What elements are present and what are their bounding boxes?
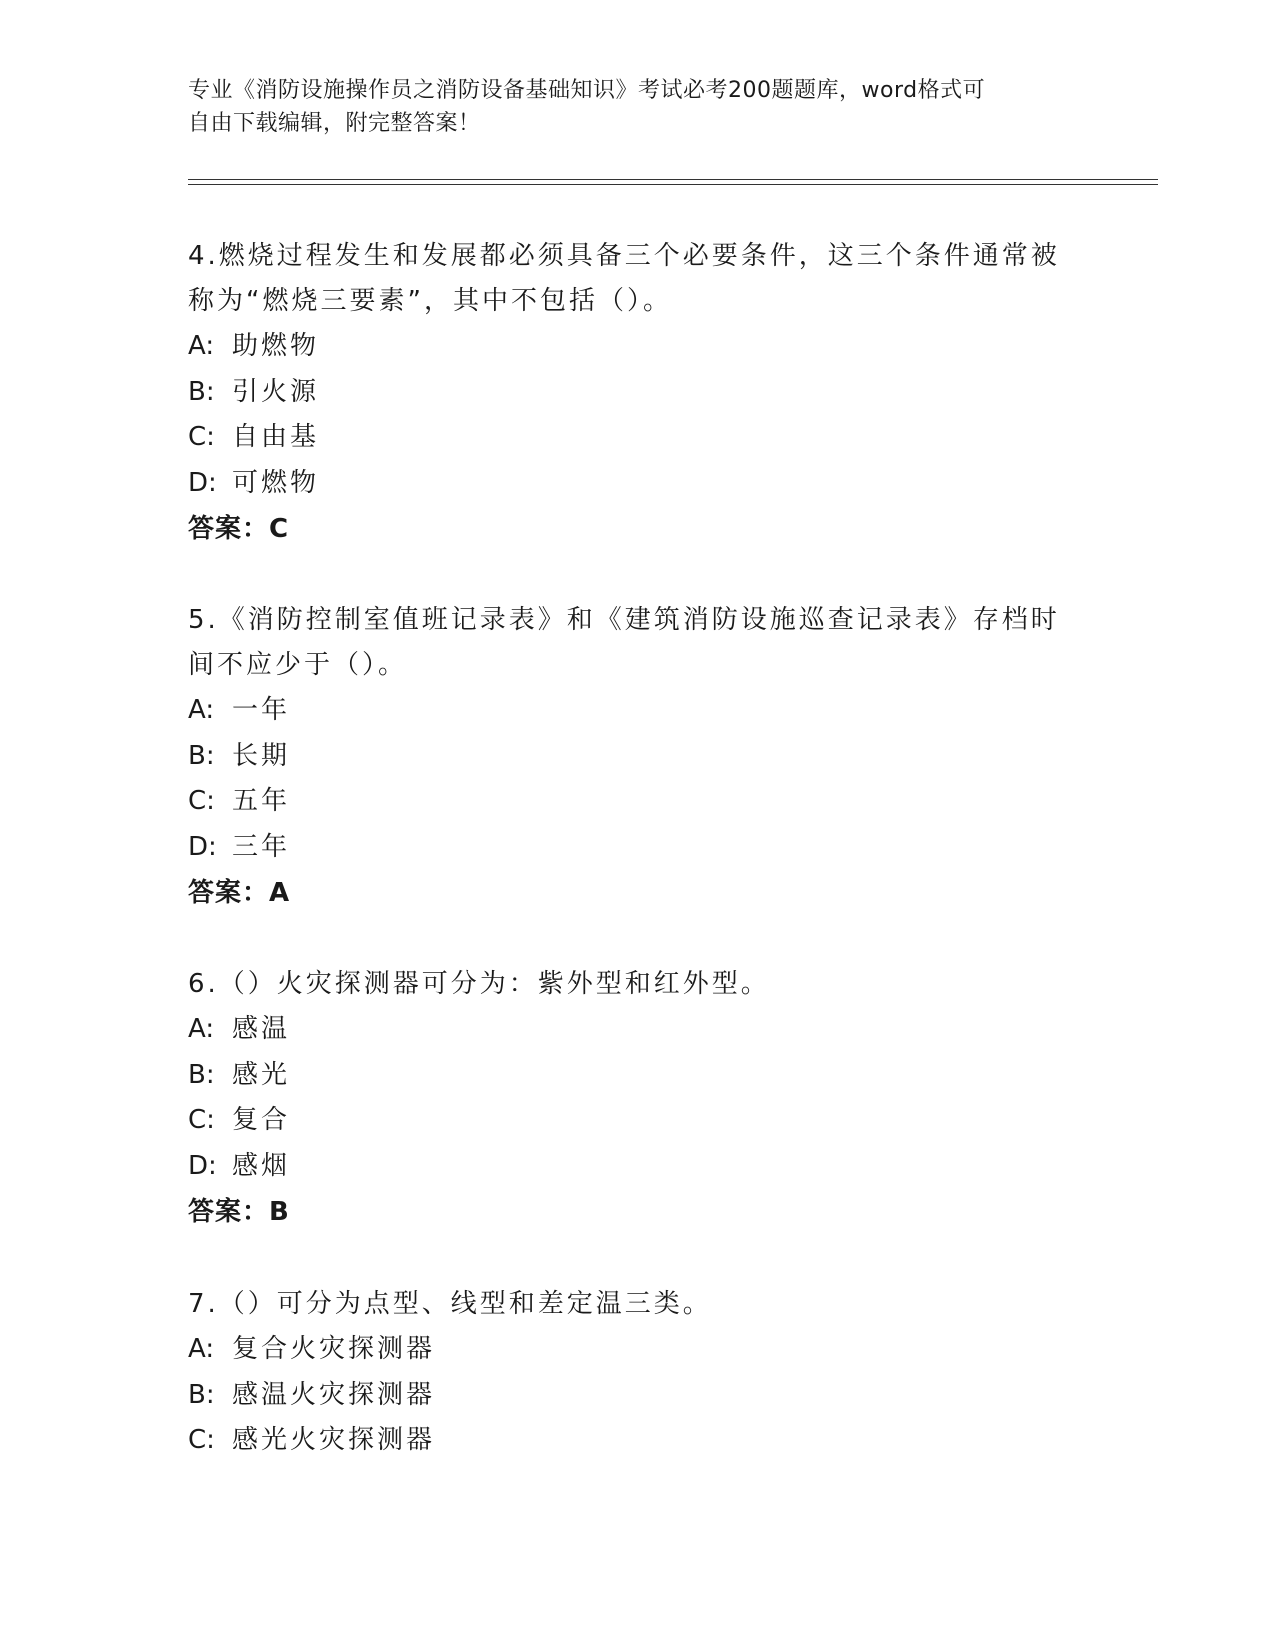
option-d — [188, 1144, 1068, 1190]
question-5 — [188, 598, 1068, 916]
option-d — [188, 825, 1068, 871]
question-stem-line-1: 5.《消防控制室值班记录表》和《建筑消防设施巡查记录表》存档时 — [188, 605, 1060, 635]
question-stem-line-1: 7.（）可分为点型、线型和差定温三类。 — [188, 1289, 712, 1319]
option-a — [188, 1327, 1068, 1373]
question-stem-line-1: 6.（）火灾探测器可分为：紫外型和红外型。 — [188, 969, 770, 999]
option-c — [188, 779, 1068, 825]
option-key: C: — [188, 786, 215, 816]
header-divider-bottom — [188, 184, 1158, 185]
question-stem-line-2: 称为“燃烧三要素”，其中不包括（）。 — [188, 286, 672, 316]
option-text: 感烟 — [232, 1150, 291, 1181]
option-key: B: — [188, 740, 215, 771]
option-key: D: — [188, 467, 217, 498]
option-a — [188, 324, 1068, 370]
option-text: 一年 — [232, 695, 291, 725]
option-c — [188, 1418, 1068, 1464]
answer-label: 答案：B — [188, 1197, 290, 1227]
question-7 — [188, 1282, 1068, 1464]
option-d — [188, 461, 1068, 507]
question-stem-line-1: 4.燃烧过程发生和发展都必须具备三个必要条件，这三个条件通常被 — [188, 241, 1060, 271]
option-text: 五年 — [232, 786, 291, 816]
option-b — [188, 1373, 1068, 1419]
option-key: D: — [188, 1150, 217, 1181]
header-line-2: 自由下载编辑，附完整答案！ — [188, 111, 481, 136]
option-key: C: — [188, 422, 215, 452]
header-divider-top — [188, 179, 1158, 180]
option-key: A: — [188, 331, 215, 361]
option-text: 感温火灾探测器 — [232, 1379, 436, 1410]
option-text: 助燃物 — [232, 331, 320, 361]
question-stem-line-2: 间不应少于（）。 — [188, 650, 408, 680]
option-text: 自由基 — [232, 422, 320, 452]
option-key: A: — [188, 1014, 215, 1044]
option-text: 引火源 — [232, 376, 320, 407]
option-key: B: — [188, 1059, 215, 1090]
header-line-1: 专业《消防设施操作员之消防设备基础知识》考试必考200题题库，word格式可 — [188, 78, 986, 103]
option-text: 感光火灾探测器 — [232, 1425, 436, 1455]
option-key: A: — [188, 695, 215, 725]
option-text: 三年 — [232, 831, 291, 862]
option-b — [188, 734, 1068, 780]
option-text: 复合火灾探测器 — [232, 1334, 436, 1364]
option-key: A: — [188, 1334, 215, 1364]
option-text: 复合 — [232, 1105, 291, 1135]
option-c — [188, 1098, 1068, 1144]
option-b — [188, 370, 1068, 416]
option-key: C: — [188, 1425, 215, 1455]
option-text: 长期 — [232, 740, 291, 771]
option-text: 可燃物 — [232, 467, 320, 498]
option-key: D: — [188, 831, 217, 862]
option-text: 感光 — [232, 1059, 291, 1090]
question-4 — [188, 234, 1068, 552]
option-b — [188, 1053, 1068, 1099]
option-a — [188, 1007, 1068, 1053]
option-a — [188, 688, 1068, 734]
option-key: B: — [188, 1379, 215, 1410]
option-key: C: — [188, 1105, 215, 1135]
answer-label: 答案：A — [188, 878, 291, 908]
answer-label: 答案：C — [188, 514, 290, 544]
question-6 — [188, 962, 1068, 1235]
option-text: 感温 — [232, 1014, 291, 1044]
option-c — [188, 415, 1068, 461]
option-key: B: — [188, 376, 215, 407]
document-header — [188, 74, 1068, 140]
